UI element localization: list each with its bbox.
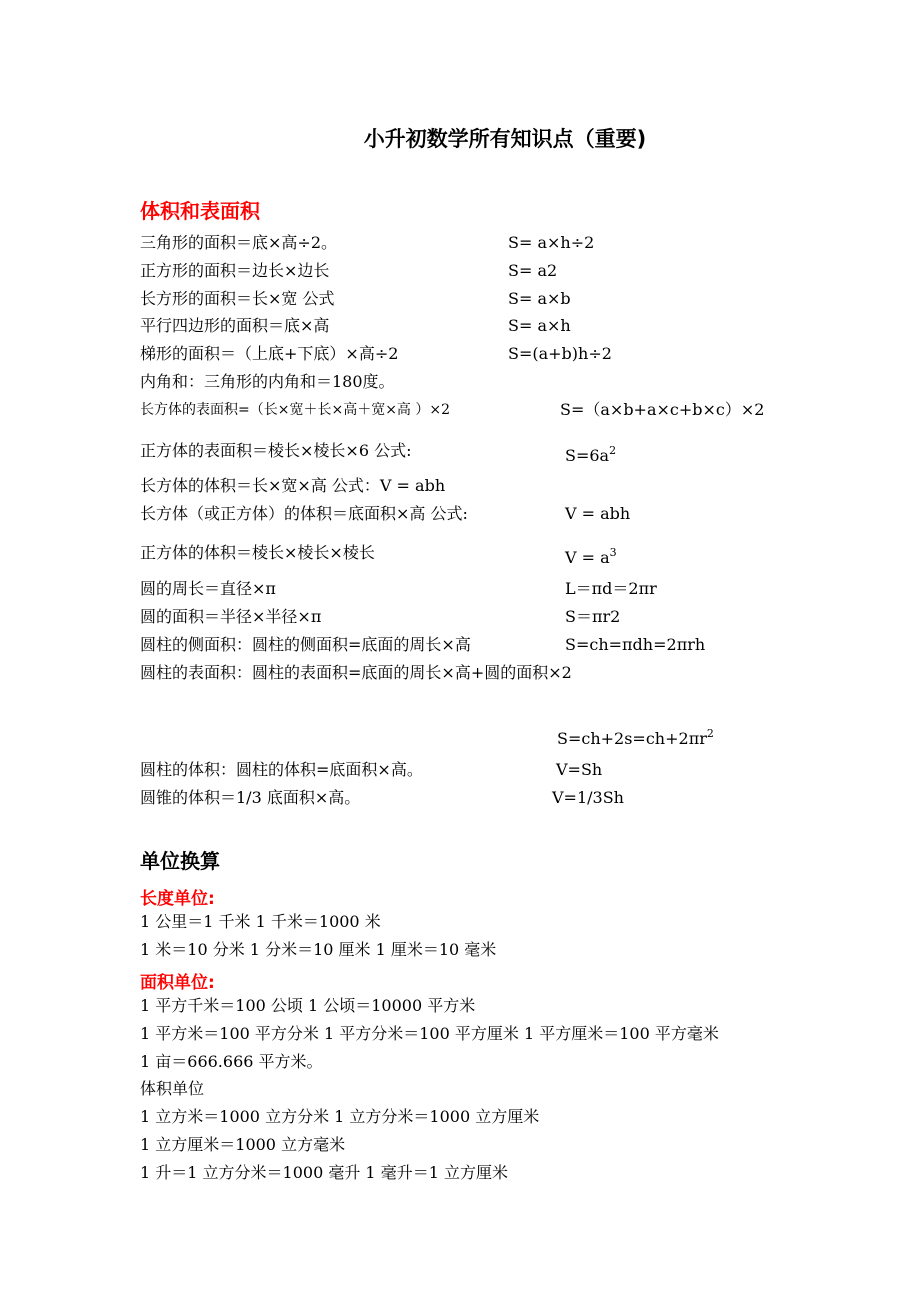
formula-base-volume: V = abh xyxy=(565,504,631,523)
formula-triangle-area: S= a×h÷2 xyxy=(508,233,595,252)
formula-cylinder-surface: $S=ch+2s=ch+2\pi r^2$ xyxy=(557,727,714,748)
formula-square-area: S= a2 xyxy=(508,261,558,280)
volume-line: 1 立方米＝1000 立方分米 1 立方分米＝1000 立方厘米 xyxy=(140,1107,540,1126)
area-line: 1 平方千米＝100 公顷 1 公顷＝10000 平方米 xyxy=(140,996,476,1015)
formula-text-circle-perimeter: 圆的周长＝直径×π xyxy=(140,579,276,598)
formula-text-base-volume: 长方体（或正方体）的体积＝底面积×高 公式: xyxy=(140,504,468,523)
formula-cuboid-surface: S=（a×b+a×c+b×c）×2 xyxy=(560,400,765,419)
subheading-length-units: 长度单位: xyxy=(140,889,215,909)
formula-text-cone-volume: 圆锥的体积＝1/3 底面积×高。 xyxy=(140,788,361,807)
subheading-volume-units: 体积单位 xyxy=(140,1079,205,1098)
formula-circle-area: S＝πr2 xyxy=(565,607,621,626)
formula-cylinder-lateral: S=ch=πdh=2πrh xyxy=(565,635,706,654)
subheading-area-units: 面积单位: xyxy=(140,973,215,993)
formula-text-cuboid-volume: 长方体的体积＝长×宽×高 公式：V = abh xyxy=(140,476,446,495)
exponent: 2 xyxy=(609,444,617,457)
volume-line: 1 升＝1 立方分米＝1000 毫升 1 毫升＝1 立方厘米 xyxy=(140,1163,508,1182)
area-line: 1 平方米＝100 平方分米 1 平方分米＝100 平方厘米 1 平方厘米＝100 平方毫米 xyxy=(140,1024,719,1043)
formula-text-cylinder-volume: 圆柱的体积：圆柱的体积=底面积×高。 xyxy=(140,760,423,779)
page-title: 小升初数学所有知识点（重要) xyxy=(363,127,647,151)
formula-text-interior-angle: 内角和：三角形的内角和＝180度。 xyxy=(140,372,395,391)
formula-circle-perimeter: L＝πd＝2πr xyxy=(565,579,657,598)
exponent: 3 xyxy=(609,546,617,559)
section-heading-unit-conversion: 单位换算 xyxy=(140,849,220,873)
formula-text-cylinder-lateral: 圆柱的侧面积：圆柱的侧面积=底面的周长×高 xyxy=(140,635,471,654)
formula-text-rectangle-area: 长方形的面积＝长×宽 公式 xyxy=(140,289,335,308)
exponent: 2 xyxy=(706,727,714,740)
formula-cube-volume: $V = a^3$ xyxy=(565,546,617,567)
formula-text-cube-surface: 正方体的表面积＝棱长×棱长×6 公式: xyxy=(140,441,412,460)
formula-cube-surface: $S=6a^2$ xyxy=(565,444,617,465)
formula-trapezoid-area: S=(a+b)h÷2 xyxy=(508,344,612,363)
formula-text-trapezoid-area: 梯形的面积＝（上底+下底）×高÷2 xyxy=(140,344,399,363)
formula-cylinder-volume: V=Sh xyxy=(556,760,603,779)
formula-text-triangle-area: 三角形的面积＝底×高÷2。 xyxy=(140,233,337,252)
formula-parallelogram-area: S= a×h xyxy=(508,316,571,335)
formula-text-cylinder-surface: 圆柱的表面积：圆柱的表面积=底面的周长×高+圆的面积×2 xyxy=(140,663,572,682)
length-line: 1 公里＝1 千米 1 千米＝1000 米 xyxy=(140,912,381,931)
area-line: 1 亩＝666.666 平方米。 xyxy=(140,1052,323,1071)
formula-text-square-area: 正方形的面积＝边长×边长 xyxy=(140,261,330,280)
length-line: 1 米＝10 分米 1 分米＝10 厘米 1 厘米＝10 毫米 xyxy=(140,940,497,959)
section-heading-volume-area: 体积和表面积 xyxy=(140,199,260,223)
volume-line: 1 立方厘米＝1000 立方毫米 xyxy=(140,1135,346,1154)
formula-text-cube-volume: 正方体的体积＝棱长×棱长×棱长 xyxy=(140,543,375,562)
formula-text-circle-area: 圆的面积＝半径×半径×π xyxy=(140,607,322,626)
formula-cone-volume: V=1/3Sh xyxy=(552,788,624,807)
formula-text-parallelogram-area: 平行四边形的面积＝底×高 xyxy=(140,316,330,335)
formula-text-cuboid-surface: 长方体的表面积=（长×宽＋长×高＋宽×高 ）×2 xyxy=(140,402,451,418)
formula-rectangle-area: S= a×b xyxy=(508,289,571,308)
